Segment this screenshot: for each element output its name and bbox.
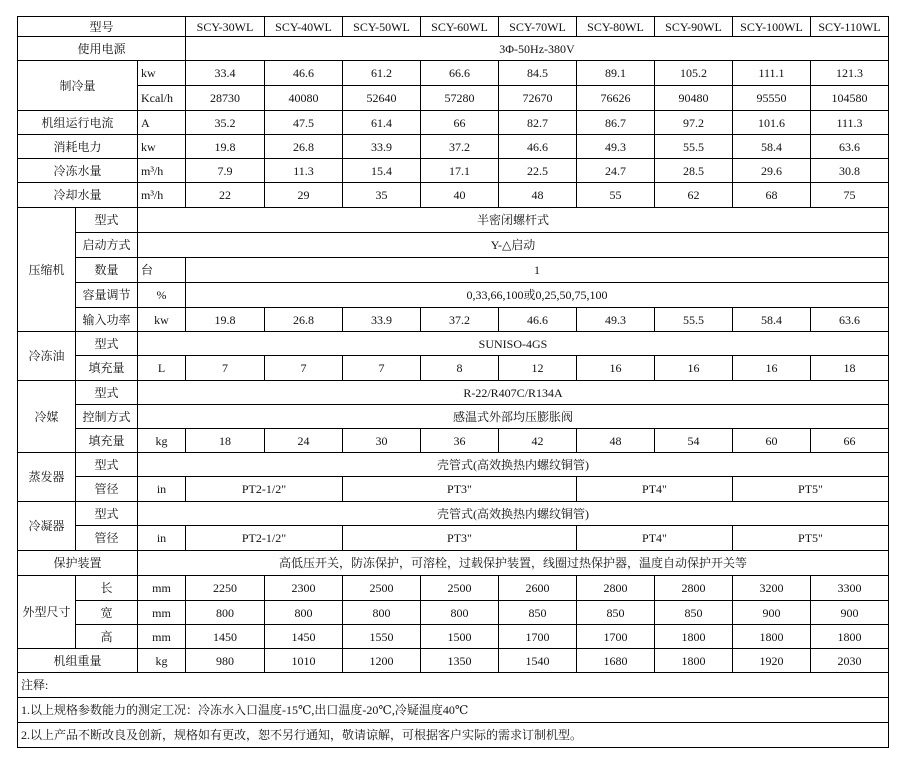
- section-label: 冷媒: [18, 381, 76, 453]
- sub-label: 型式: [76, 332, 138, 356]
- sub-label: 管径: [76, 477, 138, 502]
- value-cell: 800: [421, 601, 499, 625]
- pipe-size: PT4": [577, 477, 733, 502]
- value-cell: 19.8: [186, 308, 265, 332]
- value-cell: 48: [499, 183, 577, 208]
- value-cell: 36: [421, 429, 499, 453]
- value-cell: 12: [499, 356, 577, 381]
- section-label: 外型尺寸: [18, 576, 76, 649]
- value-cell: 16: [577, 356, 655, 381]
- value-cell: 66.6: [421, 61, 499, 86]
- value-cell: 26.8: [265, 308, 343, 332]
- sub-label: 管径: [76, 526, 138, 551]
- value-cell: 57280: [421, 86, 499, 111]
- value-cell: 49.3: [577, 135, 655, 159]
- value-cell: 26.8: [265, 135, 343, 159]
- sub-label: 型式: [76, 381, 138, 405]
- value-cell: 58.4: [733, 135, 811, 159]
- sub-label: 控制方式: [76, 405, 138, 429]
- unit-cell: 台: [138, 258, 186, 283]
- unit-cell: in: [138, 526, 186, 551]
- value-cell: 2300: [265, 576, 343, 601]
- value-cell: 1450: [186, 625, 265, 649]
- value-cell: 28730: [186, 86, 265, 111]
- pipe-size: PT4": [577, 526, 733, 551]
- span-value: SUNISO-4GS: [138, 332, 889, 356]
- value-cell: 111.1: [733, 61, 811, 86]
- sub-label: 启动方式: [76, 233, 138, 258]
- value-cell: 40080: [265, 86, 343, 111]
- value-cell: 2800: [577, 576, 655, 601]
- value-cell: 24.7: [577, 159, 655, 183]
- value-cell: 40: [421, 183, 499, 208]
- value-cell: 33.9: [343, 308, 421, 332]
- span-value: R-22/R407C/R134A: [138, 381, 889, 405]
- value-cell: 1010: [265, 649, 343, 673]
- value-cell: 1550: [343, 625, 421, 649]
- pipe-size: PT5": [733, 526, 889, 551]
- spec-table: [17, 16, 889, 748]
- sub-label: 型式: [76, 208, 138, 233]
- value-cell: 850: [577, 601, 655, 625]
- value-cell: 54: [655, 429, 733, 453]
- value-cell: 16: [733, 356, 811, 381]
- value-cell: 62: [655, 183, 733, 208]
- row-label: 机组运行电流: [18, 111, 138, 135]
- value-cell: 18: [186, 429, 265, 453]
- value-cell: 121.3: [811, 61, 889, 86]
- value-cell: 52640: [343, 86, 421, 111]
- sub-label: 型式: [76, 453, 138, 477]
- unit-cell: mm: [138, 601, 186, 625]
- value-cell: 1540: [499, 649, 577, 673]
- row-label: 消耗电力: [18, 135, 138, 159]
- value-cell: 28.5: [655, 159, 733, 183]
- value-cell: 18: [811, 356, 889, 381]
- unit-cell: m³/h: [138, 159, 186, 183]
- section-label: 压缩机: [18, 208, 76, 332]
- value-cell: 1700: [577, 625, 655, 649]
- value-cell: 37.2: [421, 135, 499, 159]
- sub-label: 填充量: [76, 356, 138, 381]
- value-cell: 42: [499, 429, 577, 453]
- power-supply-value: 3Φ-50Hz-380V: [186, 37, 889, 61]
- model-header: SCY-30WL: [186, 17, 265, 37]
- value-cell: 2600: [499, 576, 577, 601]
- value-cell: 89.1: [577, 61, 655, 86]
- value-cell: 1680: [577, 649, 655, 673]
- value-cell: 33.9: [343, 135, 421, 159]
- value-cell: 850: [655, 601, 733, 625]
- value-cell: 3300: [811, 576, 889, 601]
- value-cell: 30: [343, 429, 421, 453]
- unit-cell: L: [138, 356, 186, 381]
- value-cell: 37.2: [421, 308, 499, 332]
- sub-label: 长: [76, 576, 138, 601]
- value-cell: 900: [733, 601, 811, 625]
- sub-label: 填充量: [76, 429, 138, 453]
- unit-cell: mm: [138, 625, 186, 649]
- value-cell: 105.2: [655, 61, 733, 86]
- value-cell: 55.5: [655, 308, 733, 332]
- value-cell: 1800: [655, 625, 733, 649]
- model-header: SCY-40WL: [265, 17, 343, 37]
- value-cell: 66: [421, 111, 499, 135]
- value-cell: 1200: [343, 649, 421, 673]
- sub-label: 数量: [76, 258, 138, 283]
- unit-cell: kg: [138, 649, 186, 673]
- unit-cell: mm: [138, 576, 186, 601]
- value-cell: 33.4: [186, 61, 265, 86]
- value-cell: 1920: [733, 649, 811, 673]
- value-cell: 111.3: [811, 111, 889, 135]
- model-header: SCY-50WL: [343, 17, 421, 37]
- unit-cell: %: [138, 283, 186, 308]
- value-cell: 1500: [421, 625, 499, 649]
- value-cell: 1800: [733, 625, 811, 649]
- value-cell: 22.5: [499, 159, 577, 183]
- unit-cell: kg: [138, 429, 186, 453]
- value-cell: 800: [265, 601, 343, 625]
- value-cell: 95550: [733, 86, 811, 111]
- value-cell: 17.1: [421, 159, 499, 183]
- value-cell: 980: [186, 649, 265, 673]
- value-cell: 29: [265, 183, 343, 208]
- value-cell: 1450: [265, 625, 343, 649]
- value-cell: 48: [577, 429, 655, 453]
- value-cell: 1800: [655, 649, 733, 673]
- value-cell: 61.4: [343, 111, 421, 135]
- value-cell: 8: [421, 356, 499, 381]
- sub-label: 型式: [76, 502, 138, 526]
- pipe-size: PT2-1/2": [186, 477, 343, 502]
- value-cell: 2250: [186, 576, 265, 601]
- value-cell: 35: [343, 183, 421, 208]
- value-cell: 101.6: [733, 111, 811, 135]
- pipe-size: PT5": [733, 477, 889, 502]
- value-cell: 86.7: [577, 111, 655, 135]
- value-cell: 63.6: [811, 135, 889, 159]
- value-cell: 24: [265, 429, 343, 453]
- header-model-label: 型号: [18, 17, 186, 37]
- row-label: 机组重量: [18, 649, 138, 673]
- span-value: 壳管式(高效换热内螺纹铜管): [138, 453, 889, 477]
- value-cell: 7: [265, 356, 343, 381]
- value-cell: 22: [186, 183, 265, 208]
- value-cell: 7.9: [186, 159, 265, 183]
- unit-cell: kw: [138, 61, 186, 86]
- value-cell: 55: [577, 183, 655, 208]
- value-cell: 7: [343, 356, 421, 381]
- section-label: 冷冻油: [18, 332, 76, 381]
- value-cell: 46.6: [499, 135, 577, 159]
- model-header: SCY-80WL: [577, 17, 655, 37]
- note-line: 1.以上规格参数能力的测定工况：冷冻水入口温度-15℃,出口温度-20℃,冷疑温度40℃: [18, 698, 889, 723]
- unit-cell: m³/h: [138, 183, 186, 208]
- sub-label: 高: [76, 625, 138, 649]
- span-value: 感温式外部均压膨胀阀: [138, 405, 889, 429]
- value-cell: 2800: [655, 576, 733, 601]
- value-cell: 1800: [811, 625, 889, 649]
- unit-cell: kw: [138, 135, 186, 159]
- value-cell: 7: [186, 356, 265, 381]
- row-label: 冷却水量: [18, 183, 138, 208]
- value-cell: 30.8: [811, 159, 889, 183]
- sub-label: 输入功率: [76, 308, 138, 332]
- unit-cell: A: [138, 111, 186, 135]
- unit-cell: kw: [138, 308, 186, 332]
- row-label: 冷冻水量: [18, 159, 138, 183]
- row-label: 制冷量: [18, 61, 138, 111]
- value-cell: 2500: [343, 576, 421, 601]
- model-header: SCY-110WL: [811, 17, 889, 37]
- model-header: SCY-90WL: [655, 17, 733, 37]
- span-value: 壳管式(高效换热内螺纹铜管): [138, 502, 889, 526]
- value-cell: 68: [733, 183, 811, 208]
- sub-label: 宽: [76, 601, 138, 625]
- pipe-size: PT3": [343, 477, 577, 502]
- section-label: 冷凝器: [18, 502, 76, 551]
- span-value: 0,33,66,100或0,25,50,75,100: [186, 283, 889, 308]
- model-header: SCY-70WL: [499, 17, 577, 37]
- value-cell: 2500: [421, 576, 499, 601]
- value-cell: 84.5: [499, 61, 577, 86]
- value-cell: 2030: [811, 649, 889, 673]
- value-cell: 800: [186, 601, 265, 625]
- value-cell: 58.4: [733, 308, 811, 332]
- value-cell: 850: [499, 601, 577, 625]
- value-cell: 104580: [811, 86, 889, 111]
- value-cell: 97.2: [655, 111, 733, 135]
- section-label: 蒸发器: [18, 453, 76, 502]
- value-cell: 1700: [499, 625, 577, 649]
- value-cell: 60: [733, 429, 811, 453]
- value-cell: 900: [811, 601, 889, 625]
- value-cell: 76626: [577, 86, 655, 111]
- unit-cell: in: [138, 477, 186, 502]
- row-label: 使用电源: [18, 37, 186, 61]
- value-cell: 3200: [733, 576, 811, 601]
- value-cell: 800: [343, 601, 421, 625]
- value-cell: 1350: [421, 649, 499, 673]
- row-label: 保护装置: [18, 551, 138, 576]
- sub-label: 容量调节: [76, 283, 138, 308]
- value-cell: 46.6: [499, 308, 577, 332]
- notes-title: 注释:: [18, 673, 889, 698]
- value-cell: 72670: [499, 86, 577, 111]
- value-cell: 11.3: [265, 159, 343, 183]
- span-value: 1: [186, 258, 889, 283]
- value-cell: 66: [811, 429, 889, 453]
- value-cell: 75: [811, 183, 889, 208]
- value-cell: 15.4: [343, 159, 421, 183]
- span-value: Y-△启动: [138, 233, 889, 258]
- value-cell: 55.5: [655, 135, 733, 159]
- value-cell: 61.2: [343, 61, 421, 86]
- value-cell: 46.6: [265, 61, 343, 86]
- note-line: 2.以上产品不断改良及创新，规格如有更改，恕不另行通知，敬请谅解，可根据客户实际的需求订制机型。: [18, 723, 889, 748]
- value-cell: 29.6: [733, 159, 811, 183]
- value-cell: 49.3: [577, 308, 655, 332]
- value-cell: 82.7: [499, 111, 577, 135]
- value-cell: 47.5: [265, 111, 343, 135]
- value-cell: 19.8: [186, 135, 265, 159]
- value-cell: 35.2: [186, 111, 265, 135]
- unit-cell: Kcal/h: [138, 86, 186, 111]
- value-cell: 63.6: [811, 308, 889, 332]
- value-cell: 90480: [655, 86, 733, 111]
- model-header: SCY-100WL: [733, 17, 811, 37]
- model-header: SCY-60WL: [421, 17, 499, 37]
- pipe-size: PT2-1/2": [186, 526, 343, 551]
- value-cell: 16: [655, 356, 733, 381]
- span-value: 高低压开关，防冻保护，可溶栓，过载保护装置，线圈过热保护器，温度自动保护开关等: [138, 551, 889, 576]
- pipe-size: PT3": [343, 526, 577, 551]
- span-value: 半密闭螺杆式: [138, 208, 889, 233]
